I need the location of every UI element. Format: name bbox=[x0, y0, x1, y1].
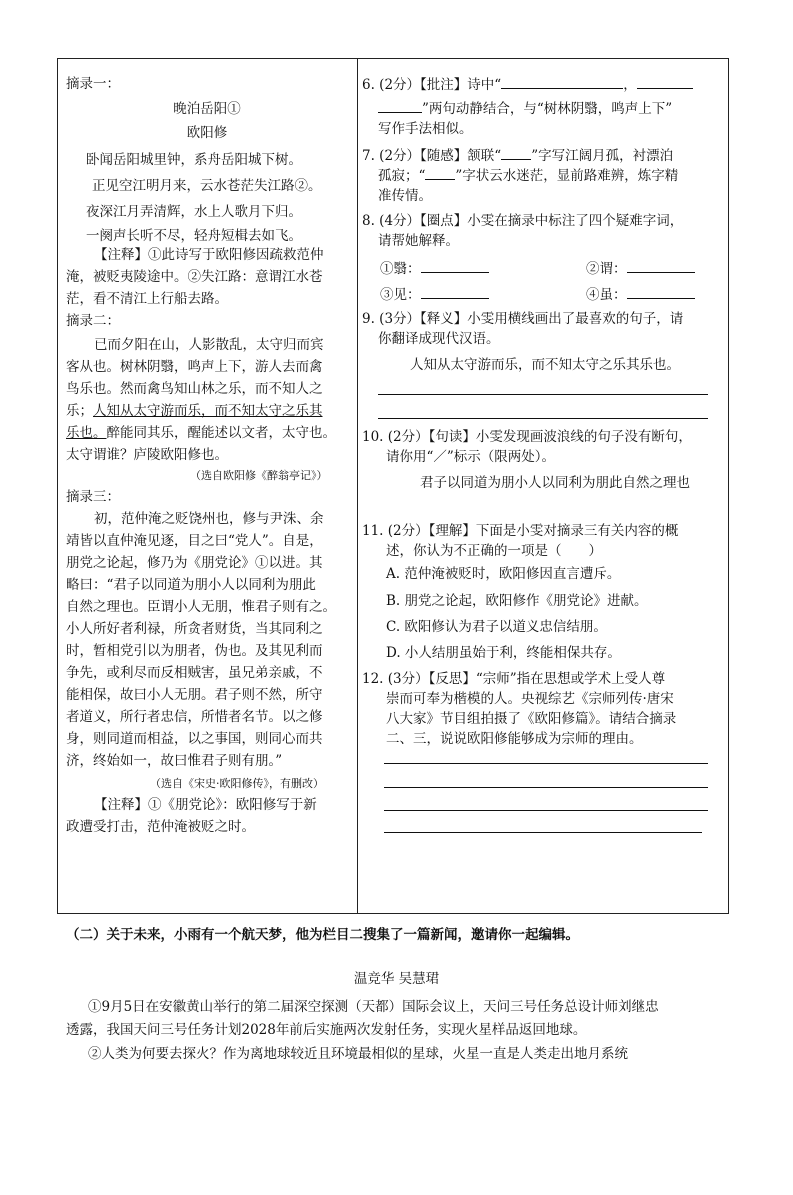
excerpt-line: 太守谓谁？庐陵欧阳修也。 bbox=[66, 447, 228, 463]
answer-blank[interactable] bbox=[421, 260, 489, 273]
answer-line[interactable] bbox=[384, 763, 708, 764]
question-text: 7. (2分）【随感】颔联“ bbox=[362, 148, 502, 164]
poem-line: 一阕声长听不尽，轻舟短楫去如飞。 bbox=[86, 228, 302, 244]
excerpt3-title: 摘录三： bbox=[66, 489, 120, 505]
option-d[interactable]: D. 小人结朋虽始于利，终能相保共存。 bbox=[386, 645, 621, 661]
answer-line[interactable] bbox=[384, 810, 708, 811]
article-paragraph: 透露，我国天问三号任务计划2028年前后实施两次发射任务，实现火星样品返回地球。 bbox=[66, 1022, 587, 1038]
underlined-sentence: 乐也。 bbox=[66, 425, 107, 441]
excerpt-line: 鸟乐也。然而禽鸟知山林之乐，而不知人之 bbox=[66, 381, 323, 397]
excerpt-line: 争先，或利尽而反相贼害，虽兄弟亲戚，不 bbox=[66, 665, 323, 681]
excerpt-line: 身，则同道而相益，以之事国，则同心而共 bbox=[66, 731, 323, 747]
question-text: 请你用“／”标示（限两处）。 bbox=[386, 449, 556, 465]
answer-blank[interactable] bbox=[637, 76, 693, 89]
poem-line: 卧闻岳阳城里钟，系舟岳阳城下树。 bbox=[86, 152, 302, 168]
question-text: 请帮她解释。 bbox=[378, 233, 459, 249]
excerpt-line: 客从也。树林阴翳，鸣声上下，游人去而禽 bbox=[66, 359, 323, 375]
word-item bbox=[586, 286, 695, 304]
note-text: 茫，看不清江上行船去路。 bbox=[66, 291, 228, 307]
question-text: ”字写江阔月孤，衬漂泊 bbox=[531, 148, 674, 164]
question-7 bbox=[362, 147, 673, 165]
answer-blank[interactable] bbox=[627, 286, 695, 299]
note-text: 淹，被贬夷陵途中。②失江路：意谓江水苍 bbox=[66, 269, 323, 285]
section-heading: （二）关于未来，小雨有一个航天梦，他为栏目二搜集了一篇新闻，邀请你一起编辑。 bbox=[66, 927, 579, 943]
excerpt-line: 自然之理也。臣谓小人无朋，惟君子则有之。 bbox=[66, 599, 336, 615]
answer-blank[interactable] bbox=[425, 167, 455, 180]
excerpt-line: 者道义，所行者忠信，所惜者名节。以之修 bbox=[66, 709, 323, 725]
word-item bbox=[380, 260, 489, 278]
excerpt-line: 靖皆以直仲淹见逐，目之曰“党人”。自是， bbox=[66, 533, 323, 549]
excerpt-line: 已而夕阳在山，人影散乱，太守归而宾 bbox=[94, 337, 324, 353]
answer-blank[interactable] bbox=[421, 286, 489, 299]
question-text: 孤寂；“ bbox=[378, 168, 426, 184]
word-item bbox=[586, 260, 695, 278]
answer-line[interactable] bbox=[384, 787, 708, 788]
answer-blank[interactable] bbox=[627, 260, 695, 273]
question-text: 崇而可奉为楷模的人。央视综艺《宗师列传·唐宋 bbox=[386, 691, 674, 707]
question-text: 八大家》节目组拍摄了《欧阳修篇》。请结合摘录 bbox=[386, 711, 677, 727]
article-paragraph: ②人类为何要去探火？作为离地球较近且环境最相似的星球，火星一直是人类走出地月系统 bbox=[88, 1046, 628, 1062]
note-text: 【注释】①此诗写于欧阳修因疏救范仲 bbox=[94, 247, 324, 263]
poem-title: 晚泊岳阳① bbox=[173, 101, 241, 117]
poem-line: 正见空江明月来，云水苍茫失江路②。 bbox=[92, 178, 322, 194]
poem-line: 夜深江月弄清辉，水上人歌月下归。 bbox=[86, 204, 302, 220]
question-text: 你翻译成现代汉语。 bbox=[378, 331, 500, 347]
poem-author: 欧阳修 bbox=[186, 125, 228, 141]
question-6 bbox=[362, 76, 693, 94]
word-label: ①翳： bbox=[380, 261, 421, 277]
option-c[interactable]: C. 欧阳修认为君子以道义忠信结朋。 bbox=[386, 619, 607, 635]
option-b[interactable]: B. 朋党之论起，欧阳修作《朋党论》进献。 bbox=[386, 593, 648, 609]
question-6-cont bbox=[378, 100, 672, 118]
word-label: ③见： bbox=[380, 287, 421, 303]
excerpt-line: 济，终始如一，故曰惟君子则有朋。” bbox=[66, 753, 283, 769]
source-note: （选自《宋史·欧阳修传》，有删改） bbox=[150, 777, 324, 790]
quoted-sentence: 君子以同道为朋小人以同利为朋此自然之理也 bbox=[420, 475, 690, 491]
underlined-sentence: 人知从太守游而乐，而不知太守之乐其 bbox=[93, 403, 323, 419]
excerpt-line: 初，范仲淹之贬饶州也，修与尹洙、余 bbox=[94, 511, 324, 527]
excerpt-line: 略曰：“君子以同道为朋小人以同利为朋此 bbox=[66, 577, 316, 593]
quoted-sentence: 人知从太守游而乐，而不知太守之乐其乐也。 bbox=[410, 357, 680, 373]
question-text: 准传情。 bbox=[378, 188, 432, 204]
answer-line[interactable] bbox=[378, 394, 708, 395]
article-authors: 温竞华 吴慧珺 bbox=[353, 971, 440, 987]
excerpt1-title: 摘录一： bbox=[66, 76, 120, 92]
article-paragraph: ①9月5日在安徽黄山举行的第二届深空探测（天都）国际会议上，天问三号任务总设计师刘继忠 bbox=[88, 999, 659, 1015]
excerpt2-title: 摘录二： bbox=[66, 313, 120, 329]
answer-blank[interactable] bbox=[378, 100, 422, 113]
excerpt-line bbox=[66, 424, 336, 442]
word-label: ②谓： bbox=[586, 261, 627, 277]
question-text: 写作手法相似。 bbox=[378, 121, 473, 137]
question-7-cont bbox=[378, 167, 678, 185]
question-text: 述，你认为不正确的一项是（ ） bbox=[386, 543, 602, 559]
question-12: 12. (3分）【反思】“宗师”指在思想或学术上受人尊 bbox=[362, 671, 666, 687]
note-text: 政遭受打击，范仲淹被贬之时。 bbox=[66, 819, 255, 835]
excerpt-text: 醉能同其乐，醒能述以文者，太守也。 bbox=[106, 425, 336, 441]
excerpt-line: 小人所好者利禄，所贪者财货，当其同利之 bbox=[66, 621, 323, 637]
excerpt-line: 时，暂相党引以为朋者，伪也。及其见利而 bbox=[66, 643, 323, 659]
excerpt-line bbox=[66, 402, 323, 420]
question-8: 8. (4分）【圈点】小雯在摘录中标注了四个疑难字词， bbox=[362, 213, 684, 229]
answer-blank[interactable] bbox=[501, 76, 623, 89]
question-text: 二、三，说说欧阳修能够成为宗师的理由。 bbox=[386, 731, 643, 747]
answer-line[interactable] bbox=[384, 832, 702, 833]
source-note: （选自欧阳修《醉翁亭记》） bbox=[190, 469, 328, 482]
question-10: 10. (2分）【句读】小雯发现画波浪线的句子没有断句， bbox=[362, 429, 692, 445]
question-text: ， bbox=[623, 77, 637, 93]
question-text: 6. (2分）【批注】诗中“ bbox=[362, 77, 502, 93]
answer-blank[interactable] bbox=[501, 147, 531, 160]
question-text: ”两句动静结合，与“树林阴翳，鸣声上下” bbox=[422, 101, 673, 117]
column-divider bbox=[357, 58, 358, 914]
excerpt-line: 朋党之论起，修乃为《朋党论》①以进。其 bbox=[66, 555, 323, 571]
word-item bbox=[380, 286, 489, 304]
option-a[interactable]: A. 范仲淹被贬时，欧阳修因直言遭斥。 bbox=[386, 566, 621, 582]
note-text: 【注释】①《朋党论》：欧阳修写于新 bbox=[94, 797, 317, 813]
question-11: 11. (2分）【理解】下面是小雯对摘录三有关内容的概 bbox=[362, 523, 679, 539]
answer-line[interactable] bbox=[378, 418, 708, 419]
excerpt-text: 乐； bbox=[66, 403, 93, 419]
question-9: 9. (3分）【释义】小雯用横线画出了最喜欢的句子，请 bbox=[362, 311, 684, 327]
word-label: ④虽： bbox=[586, 287, 627, 303]
excerpt-line: 能相保，故曰小人无朋。君子则不然，所守 bbox=[66, 687, 323, 703]
question-text: ”字状云水迷茫，显前路难辨，炼字精 bbox=[455, 168, 679, 184]
